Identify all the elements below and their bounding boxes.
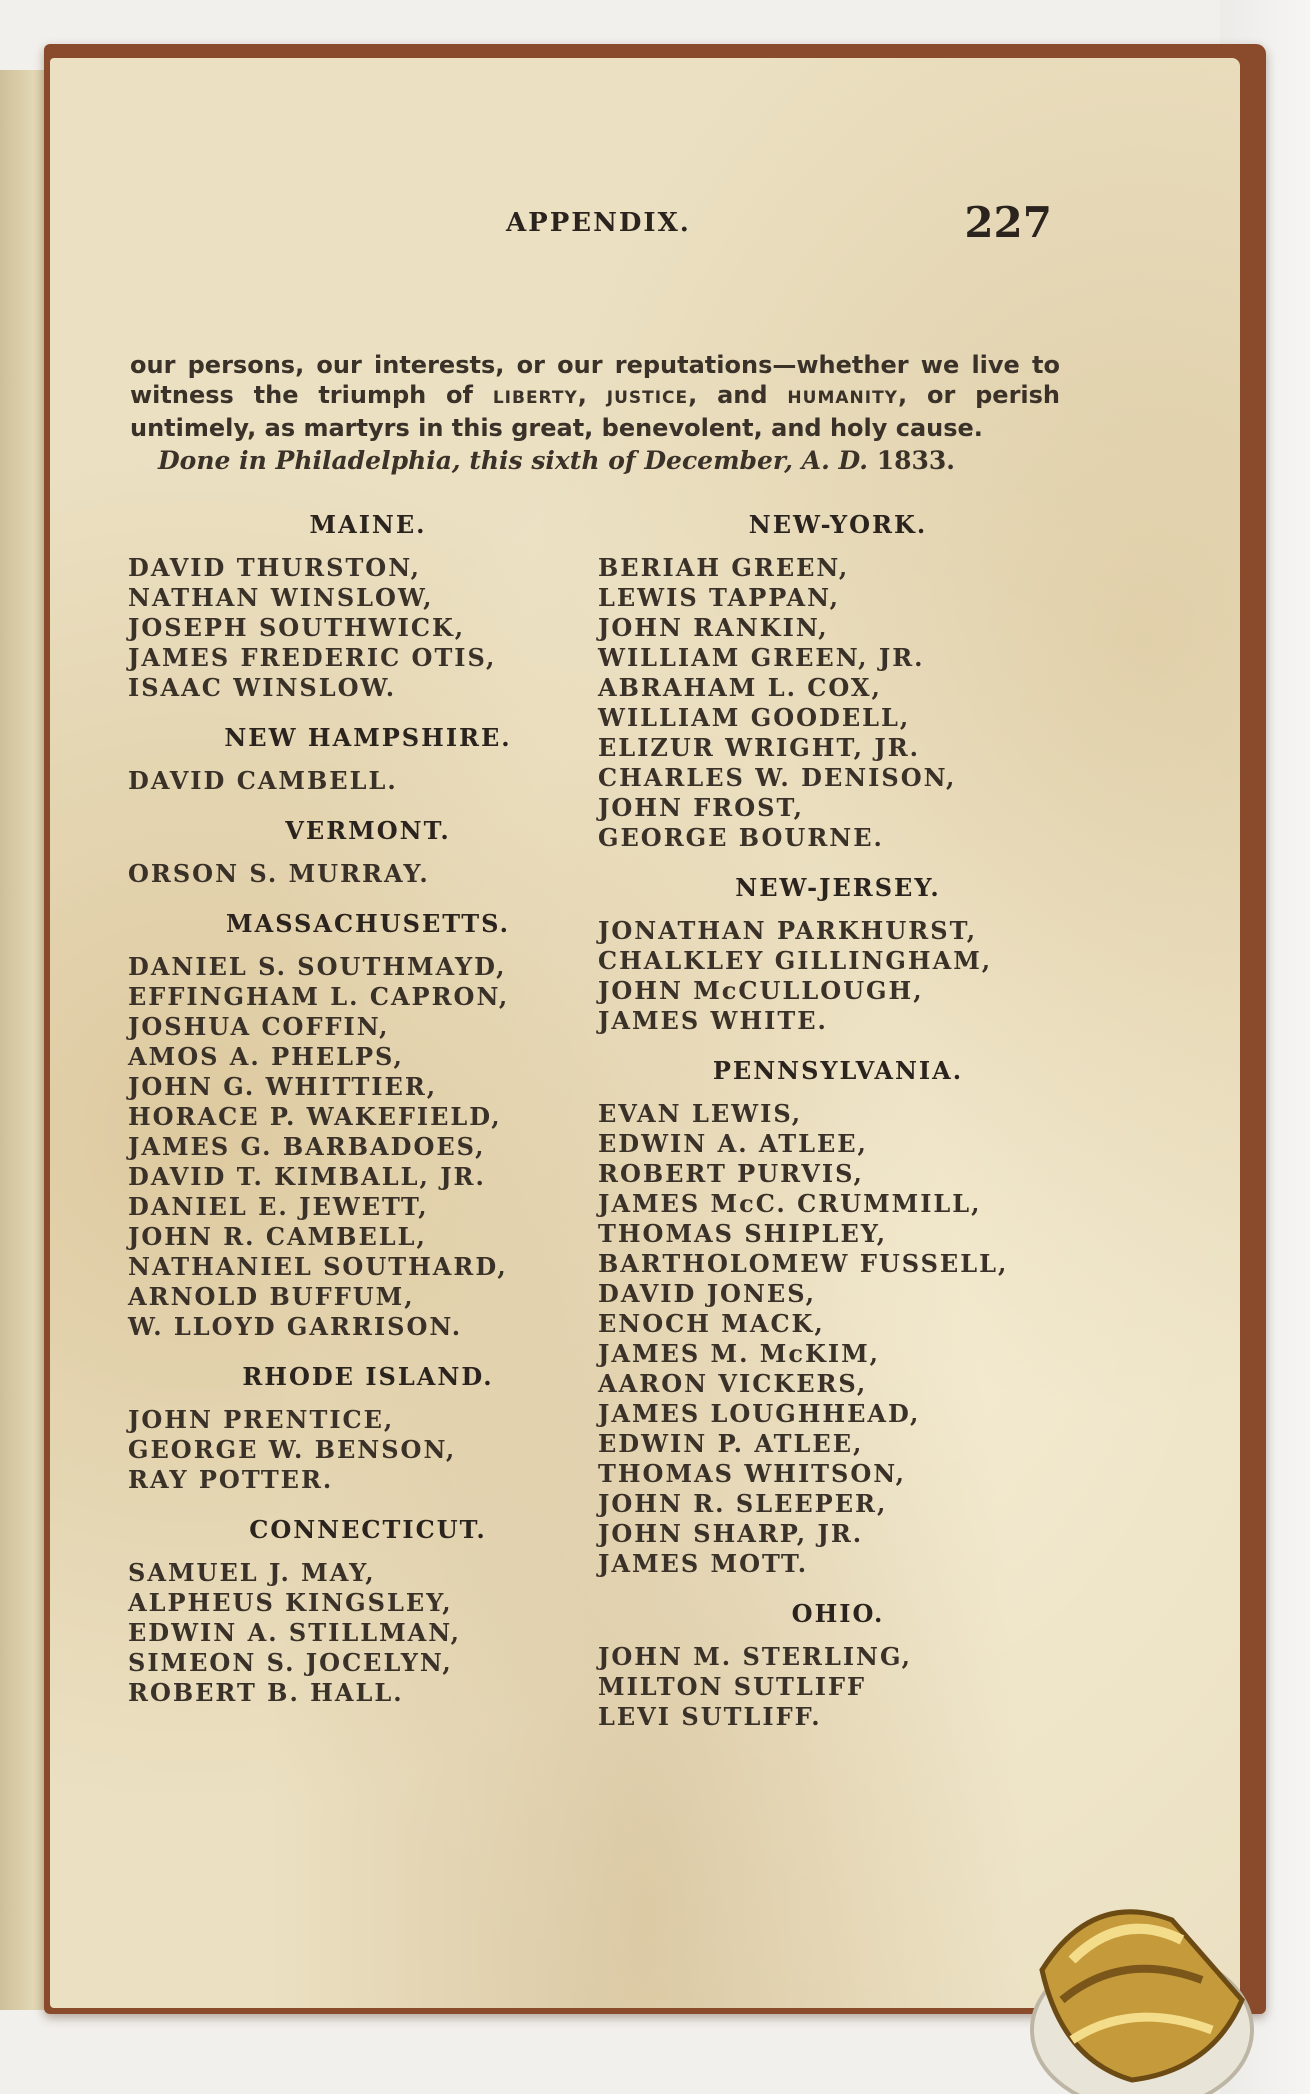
- gold-ring: [1012, 1880, 1272, 2094]
- signatory-name: ENOCH MACK,: [598, 1309, 825, 1338]
- signatory-name: JOHN SHARP, JR.: [598, 1519, 864, 1548]
- signatory-name: THOMAS WHITSON,: [598, 1459, 907, 1488]
- dateline-text: Done in Philadelphia, this sixth of December, A. D.: [158, 446, 868, 475]
- signatory-name: JAMES MOTT.: [598, 1549, 809, 1578]
- signatory-name: JOHN R. CAMBELL,: [128, 1222, 427, 1251]
- paragraph-text: our persons, our interests, or our reputations—whether we live to witness the triumph of: [130, 351, 1060, 409]
- signatory-name: CHALKLEY GILLINGHAM,: [598, 946, 993, 975]
- page-number: 227: [964, 198, 1052, 247]
- signatory-name: ALPHEUS KINGSLEY,: [128, 1588, 453, 1617]
- signatory-name: THOMAS SHIPLEY,: [598, 1219, 888, 1248]
- signatory-list: [128, 1405, 608, 1495]
- signatory-name: BARTHOLOMEW FUSSELL,: [598, 1249, 1009, 1278]
- signatory-list: [598, 553, 1078, 853]
- signatory-name: JOSEPH SOUTHWICK,: [128, 613, 466, 642]
- signatory-name: JAMES McC. CRUMMILL,: [598, 1189, 982, 1218]
- signatory-name: JOHN FROST,: [598, 793, 805, 822]
- signatory-name: SIMEON S. JOCELYN,: [128, 1648, 453, 1677]
- signatory-list: [598, 916, 1078, 1036]
- signatory-list: [598, 1642, 1078, 1732]
- signatory-name: ROBERT B. HALL.: [128, 1678, 404, 1707]
- signatory-name: BERIAH GREEN,: [598, 553, 850, 582]
- state-heading: VERMONT.: [285, 816, 451, 845]
- signatory-name: LEWIS TAPPAN,: [598, 583, 840, 612]
- signatory-name: RAY POTTER.: [128, 1465, 334, 1494]
- state-heading: MAINE.: [309, 510, 427, 539]
- signatory-name: MILTON SUTLIFF: [598, 1672, 867, 1701]
- signatory-name: LEVI SUTLIFF.: [598, 1702, 822, 1731]
- signatory-name: JOHN G. WHITTIER,: [128, 1072, 438, 1101]
- signatory-name: JOHN M. STERLING,: [598, 1642, 912, 1671]
- signatory-name: JAMES G. BARBADOES,: [128, 1132, 486, 1161]
- paragraph-text: ,: [577, 381, 607, 409]
- signatory-name: NATHANIEL SOUTHARD,: [128, 1252, 508, 1281]
- signatory-name: DAVID THURSTON,: [128, 553, 421, 582]
- running-head-title: APPENDIX.: [506, 208, 691, 238]
- state-heading: PENNSYLVANIA.: [712, 1056, 964, 1085]
- signatory-name: ARNOLD BUFFUM,: [128, 1282, 415, 1311]
- signatory-name: NATHAN WINSLOW,: [128, 583, 434, 612]
- signatory-name: DAVID JONES,: [598, 1279, 817, 1308]
- right-signatory-column: [598, 510, 1078, 1752]
- signatory-list: [128, 952, 608, 1342]
- signatory-name: ORSON S. MURRAY.: [128, 859, 430, 888]
- state-heading: OHIO.: [791, 1599, 885, 1628]
- signatory-name: EDWIN A. STILLMAN,: [128, 1618, 462, 1647]
- signatory-list: [598, 1099, 1078, 1579]
- signatory-name: JAMES WHITE.: [598, 1006, 828, 1035]
- state-heading: CONNECTICUT.: [249, 1515, 487, 1544]
- signatory-name: ELIZUR WRIGHT, JR.: [598, 733, 921, 762]
- signatory-list: [128, 553, 608, 703]
- dateline: [158, 446, 1058, 475]
- state-heading: NEW-JERSEY.: [735, 873, 941, 902]
- signatory-name: JAMES LOUGHHEAD,: [598, 1399, 921, 1428]
- signatory-name: EVAN LEWIS,: [598, 1099, 803, 1128]
- signatory-name: CHARLES W. DENISON,: [598, 763, 957, 792]
- state-heading: RHODE ISLAND.: [242, 1362, 494, 1391]
- paragraph-text: , or perish untimely, as martyrs in this great, benevolent, and holy cause.: [130, 381, 1061, 442]
- signatory-name: SAMUEL J. MAY,: [128, 1558, 376, 1587]
- signatory-list: [128, 1558, 608, 1708]
- signatory-name: GEORGE W. BENSON,: [128, 1435, 457, 1464]
- signatory-name: DAVID T. KIMBALL, JR.: [128, 1162, 486, 1191]
- signatory-name: ROBERT PURVIS,: [598, 1159, 864, 1188]
- book-page: [50, 58, 1240, 2008]
- small-caps-word: JUSTICE: [606, 388, 689, 408]
- small-caps-word: LIBERTY: [492, 388, 578, 408]
- dateline-year: 1833.: [876, 446, 955, 475]
- running-head: [50, 198, 1240, 268]
- signatory-name: JOSHUA COFFIN,: [128, 1012, 390, 1041]
- signatory-list: [128, 859, 608, 889]
- signatory-name: GEORGE BOURNE.: [598, 823, 884, 852]
- signatory-name: JOHN R. SLEEPER,: [598, 1489, 888, 1518]
- signatory-name: AARON VICKERS,: [598, 1369, 868, 1398]
- signatory-name: ABRAHAM L. COX,: [598, 673, 882, 702]
- signatory-list: [128, 766, 608, 796]
- declaration-paragraph: [130, 350, 1060, 443]
- paragraph-text: , and: [688, 381, 788, 409]
- signatory-name: JOHN McCULLOUGH,: [598, 976, 924, 1005]
- signatory-name: DANIEL S. SOUTHMAYD,: [128, 952, 507, 981]
- signatory-name: ISAAC WINSLOW.: [128, 673, 397, 702]
- signatory-name: EDWIN A. ATLEE,: [598, 1129, 868, 1158]
- signatory-name: EFFINGHAM L. CAPRON,: [128, 982, 510, 1011]
- signatory-name: DAVID CAMBELL.: [128, 766, 398, 795]
- signatory-name: JAMES M. McKIM,: [598, 1339, 880, 1368]
- state-heading: NEW-YORK.: [748, 510, 928, 539]
- signatory-name: AMOS A. PHELPS,: [128, 1042, 404, 1071]
- signatory-name: JAMES FREDERIC OTIS,: [128, 643, 497, 672]
- signatory-name: JOHN PRENTICE,: [128, 1405, 395, 1434]
- signatory-name: W. LLOYD GARRISON.: [128, 1312, 463, 1341]
- state-heading: MASSACHUSETTS.: [226, 909, 510, 938]
- signatory-name: HORACE P. WAKEFIELD,: [128, 1102, 502, 1131]
- signatory-name: DANIEL E. JEWETT,: [128, 1192, 429, 1221]
- state-heading: NEW HAMPSHIRE.: [224, 723, 512, 752]
- signatory-name: EDWIN P. ATLEE,: [598, 1429, 864, 1458]
- signatory-name: WILLIAM GOODELL,: [598, 703, 911, 732]
- signatory-name: JOHN RANKIN,: [598, 613, 829, 642]
- signatory-name: JONATHAN PARKHURST,: [598, 916, 978, 945]
- signatory-name: WILLIAM GREEN, JR.: [598, 643, 925, 672]
- left-signatory-column: [128, 510, 608, 1728]
- small-caps-word: HUMANITY: [787, 388, 898, 408]
